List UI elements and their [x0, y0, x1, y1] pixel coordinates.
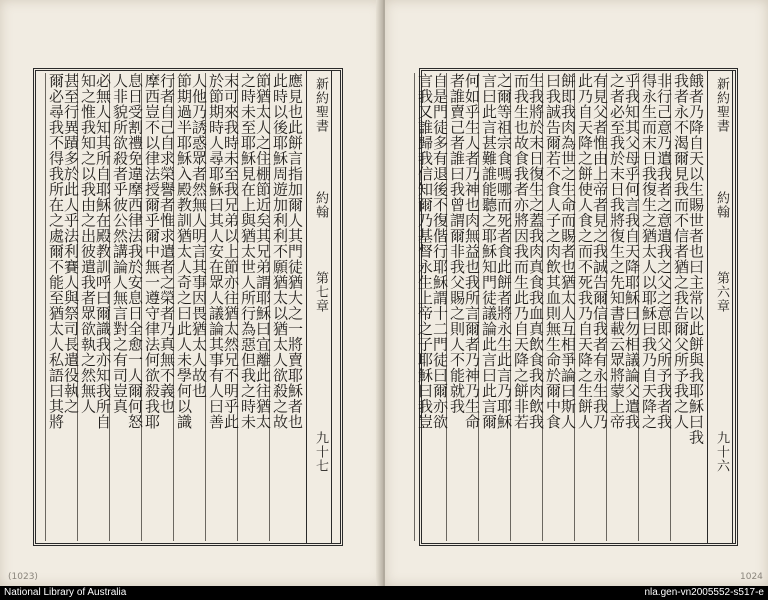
text-column: 行者自己自求榮譽者惟求遣者之榮者乃真無不義也: [158, 73, 176, 414]
text-column: 知之惟我知之以我由之出彼遣我者眾欲執之然無人: [77, 73, 97, 541]
text-column: 而我生也故食我者亦將因我而生此乃自天降之餅非若: [510, 73, 530, 541]
left-page-scrap-label: (1023): [8, 572, 38, 582]
left-page-margin-strip: [306, 71, 332, 543]
text-column: 自是門徒多有退後不復偕行耶穌謂十二門徒曰爾亦欲: [431, 73, 449, 430]
left-page-text-frame: [33, 68, 343, 546]
text-column: 節期過半耶穌入殿教訓猶太人奇之曰此人未學何以識: [173, 73, 193, 541]
text-column: 爾必尋我不得我所在之處爾不能至猶太人私語曰其將: [45, 73, 65, 541]
text-column: 末可來我時未至我兄弟以上節亦往猶太然兄不明乎此: [222, 73, 240, 430]
left-chapter-label: 第七章: [313, 271, 328, 313]
right-page: [385, 0, 768, 586]
text-column: 言曰此言甚難誰能聽之耶穌知門徒議論此言曰此言爾: [478, 73, 498, 541]
text-column: 有見父者惟由上帝者見之我誠告爾信我者有永生我乃: [591, 73, 609, 430]
text-column: 曰我誠告爾若不食人子之肉飲其血則無生命於爾中食: [542, 73, 562, 541]
text-column: 言我又誰歸我信知爾乃基督永生上帝之子耶穌曰我豈: [414, 73, 434, 541]
library-footer-bar: [0, 586, 768, 600]
text-column: 生我將於末日復生之蓋我肉真食我血真飲食我肉飲我: [527, 73, 545, 430]
right-page-number: 九十六: [714, 431, 729, 473]
right-page-scrap-label: 1024: [740, 572, 763, 582]
right-chapter-label: 第六章: [714, 271, 729, 313]
text-column: 摩西豈不以律法授爾乎爾中無一遵守律法何欲殺我耶: [141, 73, 161, 541]
text-column: 之時未至耶穌見在上與猶太世人所行為惡但我之時未: [237, 73, 257, 541]
text-column: 得永生而末日我復生之猶太人以耶穌曰我乃自天降之: [638, 73, 658, 541]
text-column: 必無人知其所自耶穌在殿教訓呼曰爾識我亦知我所自: [94, 73, 112, 430]
text-column: 於節期時人尋耶穌曰其人安在眾人議論其事有人曰善: [205, 73, 225, 541]
footer-record-id: nla.gen-vn2005552-s517-e: [644, 587, 764, 598]
text-column: 者誰賣己者誰曰我曾謂爾非我父賜之則人不能就我: [446, 73, 466, 541]
text-column: 人他乃誘惑眾者然無人明言其事因畏猶太人故也: [190, 73, 208, 399]
left-header-book: 約翰: [313, 191, 328, 219]
text-column: 此乃自天降之餅使人食之而不死我乃自天降之生餅人: [574, 73, 594, 541]
left-page-number: 九十七: [313, 431, 328, 473]
text-column: 人非貌所欲殺者乎彼公然講論人無言對之有司豈真: [109, 73, 129, 541]
footer-library-name: National Library of Australia: [4, 587, 127, 598]
text-column: 何如乎生人者乃神也肉無益也我所言爾者乃神乃生命: [463, 73, 481, 430]
text-column: 之爾等祖宗食嗎哪而死者食此餅者將永生此言乃耶穌: [495, 73, 513, 430]
text-column: 非行己意乃遣我者之意遣我之父之意即父所予我者我: [655, 73, 673, 430]
right-header-book: 約翰: [714, 191, 729, 219]
text-column: 節猶太人之住棚節近矣其兄弟謂耶穌曰宜離此往猶太: [254, 73, 272, 430]
text-column: 此時以後耶穌周遊加利利不願猶太以猶太人欲殺之故: [269, 73, 289, 541]
text-column: 我者永不渴爾見我而不信者猶之我告爾父所予我之人: [670, 73, 690, 541]
left-header-title: 新約聖書: [313, 77, 328, 133]
right-page-margin-strip: [707, 71, 733, 543]
text-column: 餅即我肉為世之生命而賜者也猶太人互相爭論曰斯人: [559, 73, 577, 430]
right-page-text-frame: [416, 68, 738, 546]
text-column: 乎我知其父母乎何言我自天降耶穌曰勿相議論父遣我: [623, 73, 641, 430]
text-column: 應見也此餅言指加爾人其門徒猶大之一將賣耶穌者也: [286, 73, 304, 430]
text-column: 之者必至我於末日我將復生之先知書載云眾將蒙上帝: [606, 73, 626, 541]
left-page: [0, 0, 383, 586]
text-column: 甚至行異蹟多於此人乎法利賽人與祭司長遣役執之: [62, 73, 80, 414]
text-column: 餓者乃降自天以生賜世者也曰主常以此餅與我耶穌曰我: [687, 73, 705, 445]
text-column: 息日受割禮免違摩西律法我於安息日全愈一人爾何怒: [126, 73, 144, 430]
right-header-title: 新約聖書: [714, 77, 729, 133]
